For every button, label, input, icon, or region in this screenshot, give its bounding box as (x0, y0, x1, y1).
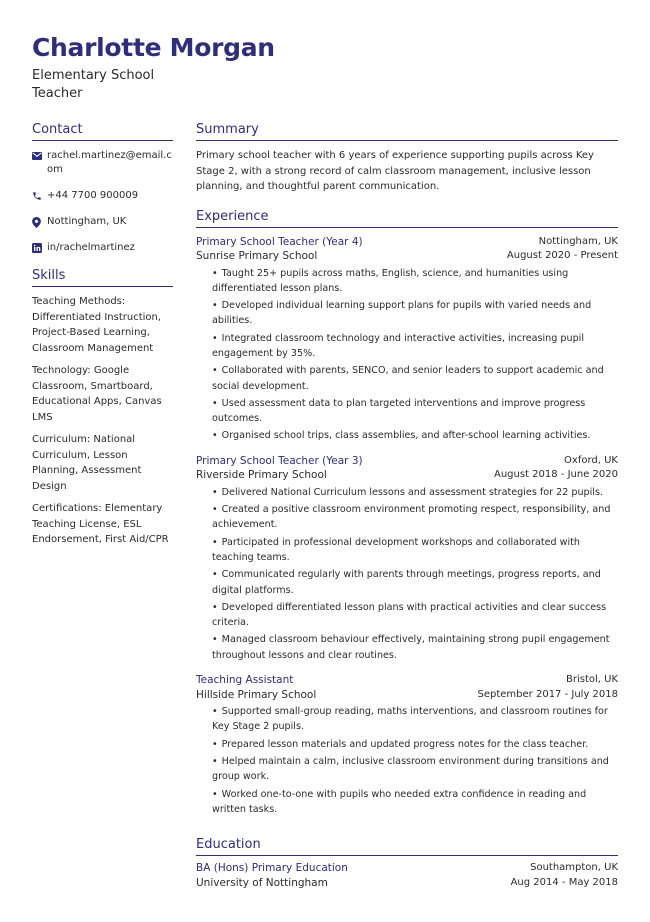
candidate-name: Charlotte Morgan (32, 33, 275, 62)
contact-location (32, 215, 173, 229)
job-organization: Hillside Primary School (196, 688, 317, 701)
job-organization: Sunrise Primary School (196, 250, 318, 262)
location-text: Nottingham, UK (47, 216, 127, 227)
job-bullet: • Helped maintain a calm, inclusive classroom environment during transitions and group work. (212, 754, 618, 785)
job-entry (196, 673, 618, 817)
phone-icon (32, 189, 47, 203)
job-bullets (212, 266, 618, 444)
job-bullet: • Used assessment data to plan targeted interventions and improve progress outcomes. (212, 396, 618, 427)
left-column (32, 122, 173, 548)
job-title: Primary School Teacher (Year 3) (196, 454, 363, 467)
job-bullet: • Managed classroom behaviour effectively, maintaining strong pupil engagement throughout lessons and clear routines. (212, 632, 618, 663)
job-bullets (212, 704, 618, 817)
degree-title: BA (Hons) Primary Education (196, 862, 348, 875)
education-dates: Aug 2014 - May 2018 (510, 876, 618, 888)
job-bullet: • Delivered National Curriculum lessons and assessment strategies for 22 pupils. (212, 485, 618, 500)
job-bullets (212, 485, 618, 663)
job-dates: August 2018 - June 2020 (494, 469, 618, 481)
linkedin-icon (32, 241, 47, 255)
skills-heading: Skills (32, 268, 173, 287)
mail-icon (32, 149, 47, 163)
job-bullet: • Supported small-group reading, maths interventions, and classroom routines for Key Stage 2 pupils. (212, 704, 618, 735)
location-pin-icon (32, 215, 47, 229)
job-header-row (196, 454, 618, 469)
education-heading: Education (196, 837, 618, 856)
job-subheader-row (196, 468, 618, 483)
job-bullet: • Participated in professional development workshops and collaborated with teaching teams. (212, 535, 618, 566)
contact-email[interactable] (32, 149, 173, 177)
job-entry (196, 235, 618, 444)
email-text: rachel.martinez@email.com (47, 150, 172, 175)
job-bullet: • Developed individual learning support plans for pupils with varied needs and abilities. (212, 298, 618, 329)
job-dates: September 2017 - July 2018 (477, 688, 618, 700)
candidate-role: Elementary School Teacher (32, 68, 155, 101)
job-header-row (196, 673, 618, 688)
right-column (196, 122, 618, 890)
job-location: Bristol, UK (565, 674, 618, 686)
job-bullet: • Integrated classroom technology and interactive activities, increasing pupil engagement by 35%. (212, 331, 618, 362)
skills-list (32, 294, 173, 548)
job-title: Primary School Teacher (Year 4) (196, 235, 363, 248)
job-location: Nottingham, UK (538, 235, 618, 247)
job-bullet: • Organised school trips, class assemblies, and after-school learning activities. (212, 428, 618, 443)
job-subheader-row (196, 688, 618, 703)
phone-text: +44 7700 900009 (47, 190, 139, 201)
job-dates: August 2020 - Present (506, 250, 618, 261)
experience-heading: Experience (196, 209, 618, 228)
contact-phone[interactable] (32, 189, 173, 203)
job-bullet: • Communicated regularly with parents through meetings, progress reports, and digital platforms. (212, 567, 618, 598)
linkedin-text: in/rachelmartinez (47, 242, 135, 253)
contact-heading: Contact (32, 122, 173, 141)
education-location: Southampton, UK (530, 862, 618, 874)
resume-header (32, 32, 275, 103)
job-bullet: • Developed differentiated lesson plans with practical activities and clear success criteria. (212, 600, 618, 631)
skill-item: Technology: Google Classroom, Smartboard, Educational Apps, Canvas LMS (32, 365, 162, 423)
contact-linkedin[interactable] (32, 241, 173, 255)
education-entry (196, 861, 618, 890)
job-bullet: • Prepared lesson materials and updated progress notes for the class teacher. (212, 737, 618, 752)
job-title: Teaching Assistant (196, 674, 294, 687)
contact-list (32, 149, 173, 255)
skill-item: Curriculum: National Curriculum, Lesson Planning, Assessment Design (32, 434, 142, 492)
education-subheader-row (196, 876, 618, 891)
job-location: Oxford, UK (564, 454, 618, 466)
job-bullet: • Created a positive classroom environment promoting respect, responsibility, and achievement. (212, 502, 618, 533)
job-organization: Riverside Primary School (196, 469, 327, 482)
job-bullet: • Taught 25+ pupils across maths, English, science, and humanities using differentiated lesson plans. (212, 266, 618, 297)
summary-heading: Summary (196, 122, 618, 141)
job-header-row (196, 235, 618, 250)
skill-item: Teaching Methods: Differentiated Instruction, Project-Based Learning, Classroom Management (32, 296, 162, 354)
job-bullet: • Worked one-to-one with pupils who needed extra confidence in reading and written tasks. (212, 787, 618, 818)
job-entry (196, 454, 618, 663)
education-header-row (196, 861, 618, 876)
job-subheader-row (196, 249, 618, 264)
summary-text: Primary school teacher with 6 years of experience supporting pupils across Key Stage 2, with a strong record of calm classroom management, inclusive lesson planning, and thoughtful parent communication. (196, 150, 594, 192)
school-name: University of Nottingham (196, 876, 328, 889)
skill-item: Certifications: Elementary Teaching License, ESL Endorsement, First Aid/CPR (32, 503, 169, 545)
job-bullet: • Collaborated with parents, SENCO, and senior leaders to support academic and social development. (212, 363, 618, 394)
